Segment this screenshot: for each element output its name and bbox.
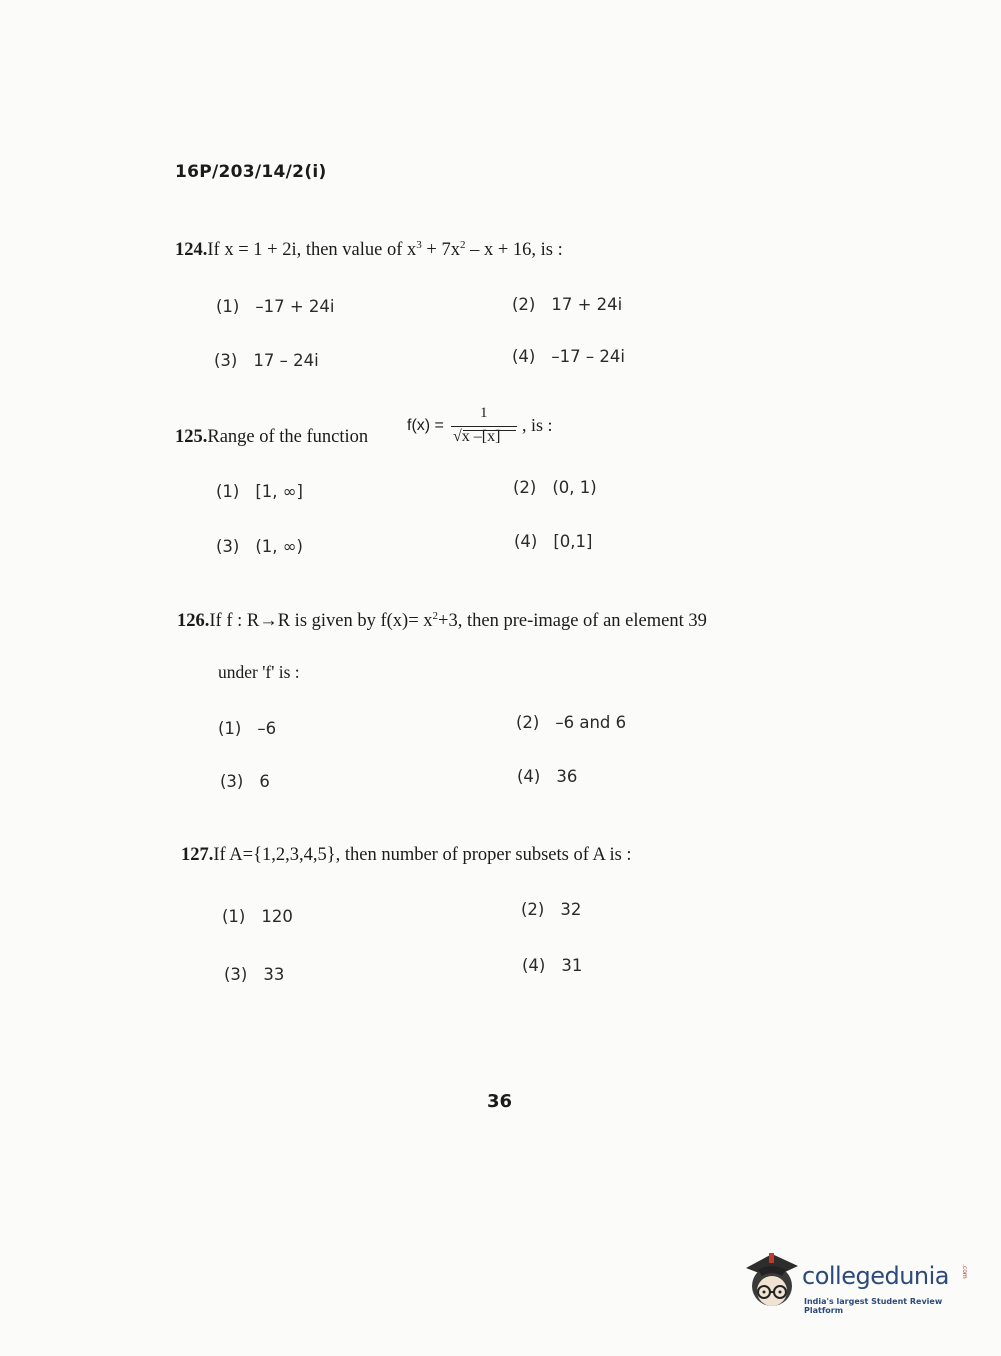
brand-name: collegedunia [802,1262,950,1290]
option-124-1[interactable]: (1) –17 + 24i [216,297,335,316]
question-127 [181,845,632,866]
question-number: 124. [175,240,208,260]
question-text-a: If x = 1 + 2i, then value of x [207,240,417,260]
option-124-4[interactable]: (4) –17 – 24i [512,347,625,366]
option-126-1[interactable]: (1) –6 [218,719,277,738]
function-fraction [407,405,567,460]
question-number: 127. [181,845,214,865]
question-number: 125. [175,427,208,447]
question-126-line2: under 'f' is : [218,662,300,682]
fraction-numerator: 1 [480,405,488,421]
option-126-2[interactable]: (2) –6 and 6 [516,713,627,732]
brand-tagline: India's largest Student Review Platform [804,1297,943,1315]
question-125 [175,427,368,448]
brand-suffix: .com [961,1264,968,1279]
fraction-bar [451,426,517,427]
exponent-2: 2 [459,239,466,251]
option-126-3[interactable]: (3) 6 [220,772,270,791]
exponent-3: 3 [416,239,422,251]
question-126 [177,611,707,632]
fraction-denominator: √x –[x] [453,428,501,445]
option-125-2[interactable]: (2) (0, 1) [513,478,597,497]
question-text-b: +3, then pre-image of an element 39 [438,611,707,631]
question-text-c: – x + 16, is : [465,240,563,260]
mascot-icon [742,1250,800,1316]
option-125-4[interactable]: (4) [0,1] [514,532,593,551]
option-125-3[interactable]: (3) (1, ∞) [216,537,303,556]
option-127-3[interactable]: (3) 33 [224,965,285,984]
option-127-2[interactable]: (2) 32 [521,900,582,919]
option-124-3[interactable]: (3) 17 – 24i [214,351,319,370]
question-number: 126. [177,611,210,631]
page-number: 36 [487,1091,513,1112]
option-127-1[interactable]: (1) 120 [222,907,293,926]
question-text: If A={1,2,3,4,5}, then number of proper subsets of A is : [213,845,632,865]
question-124 [175,240,563,261]
function-label: f(x) = [407,417,444,434]
question-text-a: If f : R→R is given by f(x)= x [209,611,433,631]
option-124-2[interactable]: (2) 17 + 24i [512,295,623,314]
option-126-4[interactable]: (4) 36 [517,767,578,786]
question-text: Range of the function [207,427,369,447]
exponent-2: 2 [432,610,439,622]
brand-logo[interactable] [742,1250,972,1320]
option-125-1[interactable]: (1) [1, ∞] [216,482,303,501]
question-text-b: + 7x [421,240,460,260]
option-127-4[interactable]: (4) 31 [522,956,583,975]
paper-code: 16P/203/14/2(i) [175,162,327,182]
question-tail: , is : [522,415,553,435]
